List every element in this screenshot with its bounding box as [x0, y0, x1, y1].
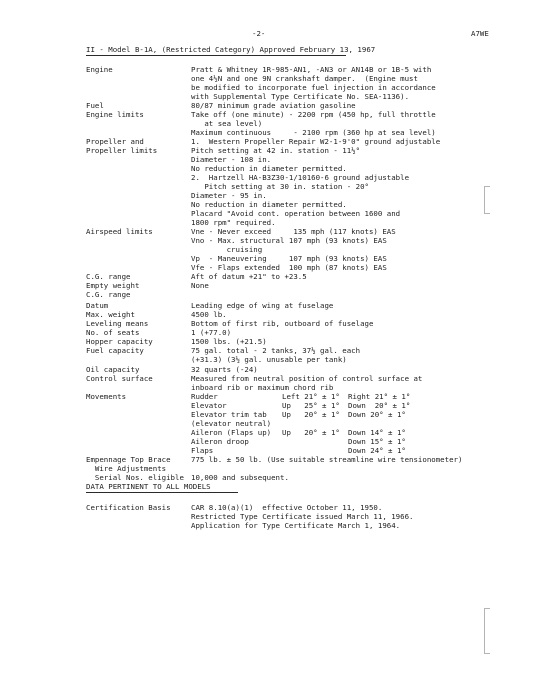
- movement-left: Up 20° ± 1°: [282, 410, 340, 419]
- field-label-control-surface: Control surface: [86, 374, 153, 383]
- field-label-empty-weight: Empty weight: [86, 281, 140, 290]
- field-value-line: Take off (one minute) - 2200 rpm (450 hp, full throttle: [191, 110, 436, 119]
- movement-right: Down 20° ± 1°: [348, 401, 411, 410]
- page-number: -2-: [252, 29, 266, 38]
- field-label-certification-basis: Certification Basis: [86, 503, 171, 512]
- field-value-line: (+31.3) (3½ gal. unusable per tank): [191, 355, 347, 364]
- field-value-line: Vp - Maneuvering 107 mph (93 knots) EAS: [191, 254, 387, 263]
- movement-surface: Aileron (Flaps up): [191, 428, 272, 437]
- field-label-leveling-means: Leveling means: [86, 319, 149, 328]
- field-value-line: Application for Type Certificate March 1, 1964.: [191, 521, 401, 530]
- movement-surface: Elevator: [191, 401, 227, 410]
- field-value-line: 2. Hartzell HA-B3Z30-1/10160-6 ground adjustable: [191, 173, 410, 182]
- field-value-line: be modified to incorporate fuel injection in accordance: [191, 83, 436, 92]
- field-value-line: 32 quarts (-24): [191, 365, 258, 374]
- field-value-line: 10,000 and subsequent.: [191, 473, 289, 482]
- field-value-line: 75 gal. total - 2 tanks, 37½ gal. each: [191, 346, 361, 355]
- field-label-cg-range: C.G. range: [86, 272, 131, 281]
- field-value-line: at sea level): [191, 119, 263, 128]
- field-value-line: Pratt & Whitney 1R-985-AN1, -AN3 or AN14B or 1B-5 with: [191, 65, 432, 74]
- movement-surface: Elevator trim tab: [191, 410, 267, 419]
- field-value-line: Restricted Type Certificate issued March 11, 1966.: [191, 512, 414, 521]
- field-value-line: Vne - Never exceed 135 mph (117 knots) EAS: [191, 227, 396, 236]
- movement-right: Down 15° ± 1°: [348, 437, 406, 446]
- field-label-hopper-capacity: Hopper capacity: [86, 337, 153, 346]
- field-label-empennage-brace: Empennage Top Brace: [86, 455, 171, 464]
- field-value-line: Bottom of first rib, outboard of fuselage: [191, 319, 374, 328]
- field-value-line: one 4½N and one 9N crankshaft damper. (Engine must: [191, 74, 418, 83]
- field-value-line: Diameter - 95 in.: [191, 191, 267, 200]
- field-value-line: CAR 8.10(a)(1) effective October 11, 1950.: [191, 503, 383, 512]
- field-value-line: 1 (+77.0): [191, 328, 232, 337]
- field-value-line: Vno - Max. structural 107 mph (93 knots) EAS: [191, 236, 387, 245]
- movement-right: Right 21° ± 1°: [348, 392, 411, 401]
- movement-surface: Aileron droop: [191, 437, 249, 446]
- field-value-line: Leading edge of wing at fuselage: [191, 301, 334, 310]
- field-label-propeller-limits: Propeller limits: [86, 146, 158, 155]
- margin-bracket: [484, 186, 490, 214]
- movement-right: Down 20° ± 1°: [348, 410, 406, 419]
- section-title-underline: [86, 55, 346, 56]
- movement-left: Up 25° ± 1°: [282, 401, 340, 410]
- field-value-line: None: [191, 281, 209, 290]
- subsection-title: DATA PERTINENT TO ALL MODELS: [86, 482, 211, 491]
- field-value-line: Placard "Avoid cont. operation between 1600 and: [191, 209, 401, 218]
- field-value-line: Pitch setting at 42 in. station - 11½°: [191, 146, 361, 155]
- field-label-fuel: Fuel: [86, 101, 104, 110]
- field-value-line: 4500 lb.: [191, 310, 227, 319]
- field-value-line: 775 lb. ± 50 lb. (Use suitable streamline wire tensionometer): [191, 455, 463, 464]
- field-value-line: Pitch setting at 30 in. station - 20°: [191, 182, 369, 191]
- field-value-line: No reduction in diameter permitted.: [191, 164, 347, 173]
- subsection-title-underline: [86, 492, 238, 493]
- field-value-line: Vfe - Flaps extended 100 mph (87 knots) EAS: [191, 263, 387, 272]
- field-value-line: 1800 rpm" required.: [191, 218, 276, 227]
- field-value-line: Measured from neutral position of control surface at: [191, 374, 423, 383]
- field-label-no-of-seats: No. of seats: [86, 328, 140, 337]
- field-value-line: 80/87 minimum grade aviation gasoline: [191, 101, 356, 110]
- field-label-airspeed-limits: Airspeed limits: [86, 227, 153, 236]
- movement-surface: (elevator neutral): [191, 419, 272, 428]
- margin-bracket: [484, 608, 490, 654]
- field-label-cg-range-empty: C.G. range: [86, 290, 131, 299]
- section-title: II - Model B-1A, (Restricted Category) Approved February 13, 1967: [86, 45, 376, 54]
- movement-left: Left 21° ± 1°: [282, 392, 340, 401]
- field-label-serial-nos: Serial Nos. eligible: [86, 473, 184, 482]
- field-label-fuel-capacity: Fuel capacity: [86, 346, 144, 355]
- field-value-line: Aft of datum +21" to +23.5: [191, 272, 307, 281]
- field-value-line: with Supplemental Type Certificate No. SEA-1136).: [191, 92, 410, 101]
- field-value-line: Diameter - 108 in.: [191, 155, 272, 164]
- field-label-propeller: Propeller and: [86, 137, 144, 146]
- field-label-movements: Movements: [86, 392, 127, 401]
- field-label-engine: Engine: [86, 65, 113, 74]
- field-label-max-weight: Max. weight: [86, 310, 135, 319]
- field-value-line: No reduction in diameter permitted.: [191, 200, 347, 209]
- field-value-line: 1. Western Propeller Repair W2-1-9'0" ground adjustable: [191, 137, 441, 146]
- field-label-datum: Datum: [86, 301, 109, 310]
- movement-surface: Rudder: [191, 392, 218, 401]
- document-id: A7WE: [471, 29, 489, 38]
- movement-right: Down 14° ± 1°: [348, 428, 406, 437]
- field-label-oil-capacity: Oil capacity: [86, 365, 140, 374]
- field-value-line: inboard rib or maximum chord rib: [191, 383, 334, 392]
- field-value-line: 1500 lbs. (+21.5): [191, 337, 267, 346]
- field-value-line: cruising: [191, 245, 263, 254]
- movement-surface: Flaps: [191, 446, 214, 455]
- movement-right: Down 24° ± 1°: [348, 446, 406, 455]
- field-label-wire-adjustments: Wire Adjustments: [86, 464, 167, 473]
- field-value-line: Maximum continuous - 2100 rpm (360 hp at sea level): [191, 128, 436, 137]
- movement-left: Up 20° ± 1°: [282, 428, 340, 437]
- field-label-engine-limits: Engine limits: [86, 110, 144, 119]
